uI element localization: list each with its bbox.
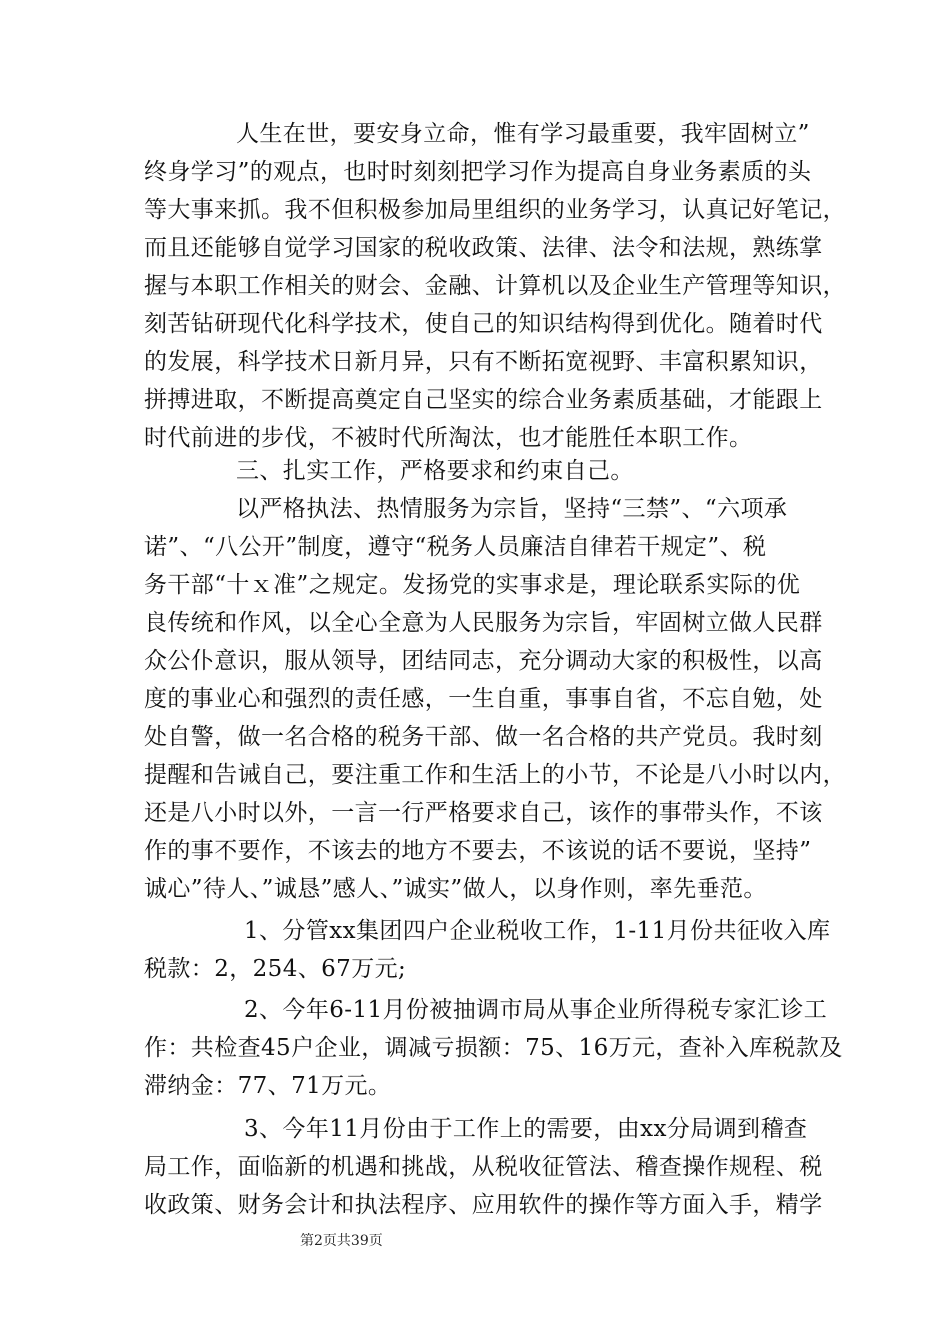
text-line: 提醒和告诫自己，要注重工作和生活上的小节，不论是八小时以内， xyxy=(144,762,846,788)
text-line: 以严格执法、热情服务为宗旨，坚持“三禁”、“六项承 xyxy=(236,496,788,522)
text-line: 人生在世，要安身立命，惟有学习最重要，我牢固树立” xyxy=(236,121,810,147)
text-line: 终身学习”的观点，也时时刻刻把学习作为提高自身业务素质的头 xyxy=(144,159,812,185)
text-line: 度的事业心和强烈的责任感，一生自重，事事自省，不忘自勉，处 xyxy=(144,686,823,712)
text-line: 还是八小时以外，一言一行严格要求自己，该作的事带头作，不该 xyxy=(144,800,823,826)
text-line: 务干部“十ｘ准”之规定。发扬党的实事求是，理论联系实际的优 xyxy=(144,572,801,598)
text-line: 众公仆意识，服从领导，团结同志，充分调动大家的积极性，以高 xyxy=(144,648,823,674)
section-heading: 三、扎实工作，严格要求和约束自己。 xyxy=(236,458,634,484)
text-line: 诺”、“八公开”制度，遵守“税务人员廉洁自律若干规定”、税 xyxy=(144,534,767,560)
text-line: 诚心”待人、”诚恳”感人、”诚实”做人，以身作则，率先垂范。 xyxy=(144,876,767,902)
text-line: 刻苦钻研现代化科学技术，使自己的知识结构得到优化。随着时代 xyxy=(144,311,823,337)
page-number-footer: 第2页共39页 xyxy=(300,1233,383,1249)
text-line: 税款：2，254、67万元; xyxy=(144,956,407,982)
list-item: 3、今年11月份由于工作上的需要，由xx分局调到稽查 xyxy=(244,1116,808,1142)
text-line: 作：共检查45户企业，调减亏损额：75、16万元，查补入库税款及 xyxy=(144,1035,843,1061)
text-line: 良传统和作风，以全心全意为人民服务为宗旨，牢固树立做人民群 xyxy=(144,610,823,636)
text-line: 处自警，做一名合格的税务干部、做一名合格的共产党员。我时刻 xyxy=(144,724,823,750)
list-item: 1、分管xx集团四户企业税收工作，1-11月份共征收入库 xyxy=(244,918,831,944)
text-line: 时代前进的步伐，不被时代所淘汰，也才能胜任本职工作。 xyxy=(144,425,753,451)
text-line: 的发展，科学技术日新月异，只有不断拓宽视野、丰富积累知识， xyxy=(144,349,823,375)
text-line: 局工作，面临新的机遇和挑战，从税收征管法、稽查操作规程、税 xyxy=(144,1154,823,1180)
text-line: 作的事不要作，不该去的地方不要去，不该说的话不要说，坚持” xyxy=(144,838,812,864)
text-line: 收政策、财务会计和执法程序、应用软件的操作等方面入手，精学 xyxy=(144,1192,823,1218)
text-line: 等大事来抓。我不但积极参加局里组织的业务学习，认真记好笔记， xyxy=(144,197,846,223)
list-item: 2、今年6-11月份被抽调市局从事企业所得税专家汇诊工 xyxy=(244,997,828,1023)
text-line: 而且还能够自觉学习国家的税收政策、法律、法令和法规，熟练掌 xyxy=(144,235,823,261)
text-line: 握与本职工作相关的财会、金融、计算机以及企业生产管理等知识， xyxy=(144,273,846,299)
text-line: 拼搏进取，不断提高奠定自己坚实的综合业务素质基础，才能跟上 xyxy=(144,387,823,413)
text-line: 滞纳金：77、71万元。 xyxy=(144,1073,392,1099)
